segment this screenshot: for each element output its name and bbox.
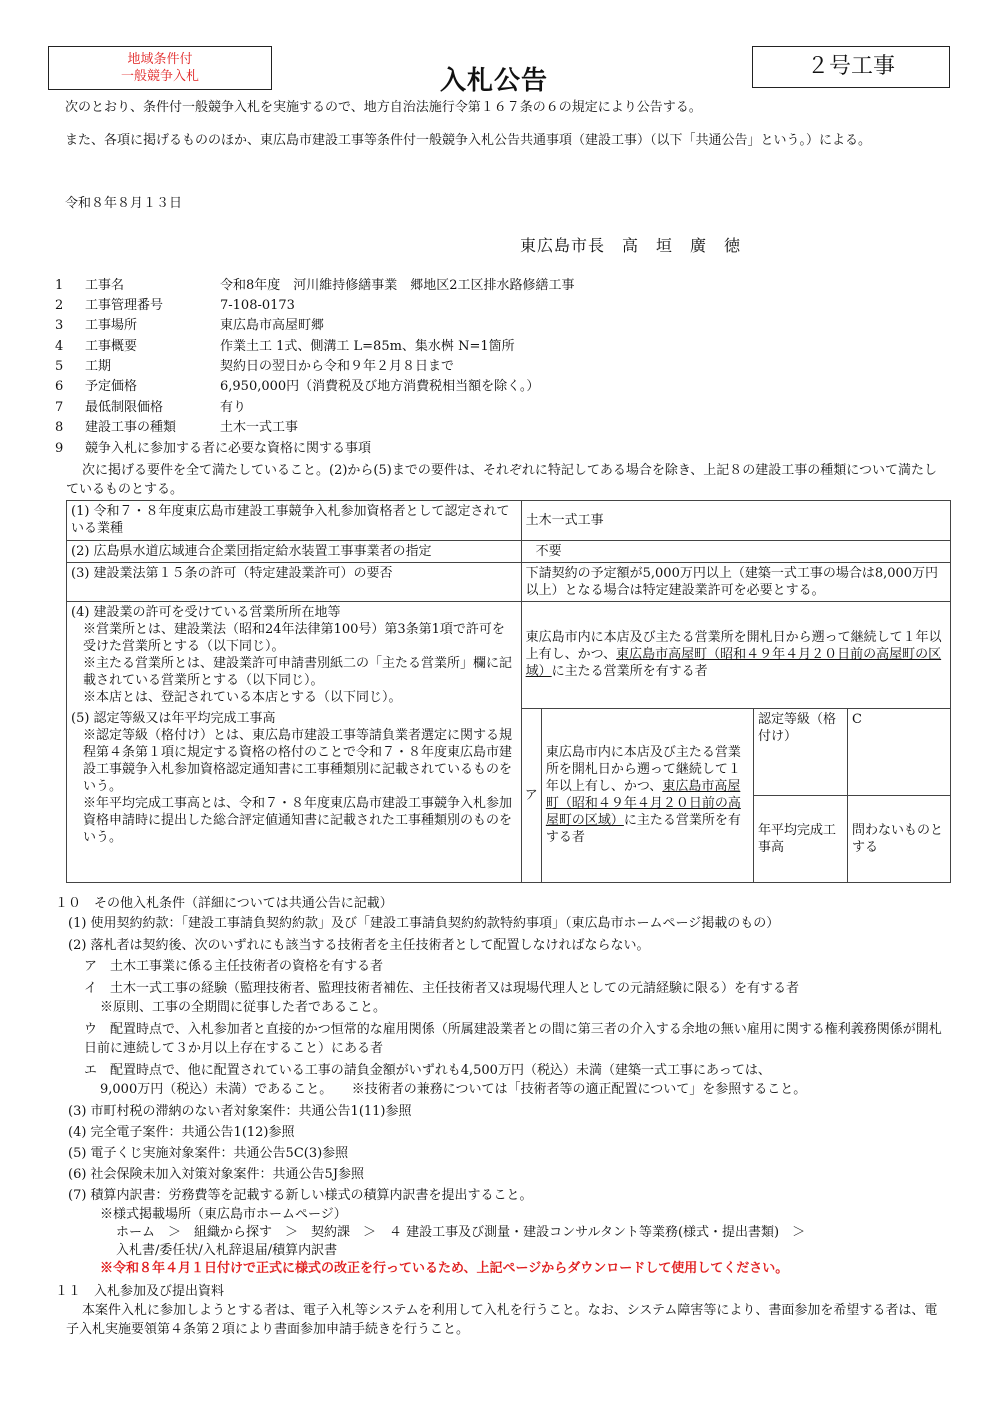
req-4-value (521, 602, 950, 709)
item-2 (55, 296, 955, 316)
item-number: 9 (55, 441, 64, 456)
item-label: 建設工事の種類 (85, 420, 177, 435)
req-4-text-b: に主たる営業所を有する者 (551, 664, 708, 680)
req-1-value: 土木一式工事 (521, 501, 950, 541)
req-1-label: (1) 令和７・８年度東広島市建設工事競争入札参加資格者として認定されている業種 (67, 501, 522, 541)
req-4-title: (4) 建設業の許可を受けている営業所所在地等 (71, 605, 341, 620)
notice-date: 令和８年８月１３日 (65, 196, 183, 211)
req-5-a-text-2: に主たる営業所を有する者 (545, 813, 741, 845)
grade-label: 認定等級（格付け） (753, 708, 847, 795)
sec10-red-notice: ※令和８年４月１日付けで正式に様式の改正を行っているため、上記ページからダウンロードして使用してください。 (100, 1261, 789, 1276)
req-5-title: (5) 認定等級又は年平均完成工事高 (71, 711, 276, 726)
item-value: 土木一式工事 (220, 420, 299, 435)
sec10-i-1: イ 土木一式工事の経験（監理技術者、監理技術者補佐、主任技術者又は現場代理人としての元請経験に限る）を有する者 (84, 981, 800, 996)
intro-paragraph-2: また、各項に掲げるもののほか、東広島市建設工事等条件付一般競争入札公告共通事項（建設工事）（以下「共通公告」という。）による。 (65, 133, 872, 148)
page-title: 入札公告 (440, 66, 549, 96)
sec10-line-2: (2) 落札者は契約後、次のいずれにも該当する技術者を主任技術者として配置しなければならない。 (68, 938, 650, 953)
sec10-line-4: (4) 完全電子案件：共通公告1(12)参照 (68, 1125, 295, 1140)
item-label: 競争入札に参加する者に必要な資格に関する事項 (85, 441, 372, 456)
item-value: 東広島市高屋町郷 (220, 318, 325, 333)
req-4-note-2: ※主たる営業所とは、建設業許可申請書別紙二の「主たる営業所」欄に記載されている営業所とする（以下同じ）。 (83, 656, 513, 688)
sec10-line-7c: 入札書/委任状/入札辞退届/積算内訳書 (116, 1243, 338, 1258)
item-4 (55, 337, 955, 357)
item-7 (55, 398, 955, 418)
req-2-label: (2) 広島県水道広域連合企業団指定給水装置工事事業者の指定 (67, 541, 522, 563)
sec9-intro: 次に掲げる要件を全て満たしていること。(2)から(5)までの要件は、それぞれに特記してある場合を除き、上記８の建設工事の種類について満たしているものとする。 (66, 463, 938, 497)
mayor-signature: 東広島市長 高 垣 廣 徳 (520, 236, 742, 255)
badge-line-2: 一般競争入札 (120, 69, 199, 84)
req-3-value: 下請契約の予定額が5,000万円以上（建築一式工事の場合は8,000万円以上）となる場合は特定建設業許可を必要とする。 (521, 563, 950, 602)
avg-label: 年平均完成工事高 (753, 795, 847, 882)
req-5-a-label: ア (521, 708, 541, 882)
sec10-title: １０ その他入札条件（詳細については共通公告に記載） (55, 896, 393, 911)
item-value: 令和8年度 河川維持修繕事業 郷地区2工区排水路修繕工事 (220, 278, 575, 293)
req-5-note-1: ※認定等級（格付け）とは、東広島市建設工事等請負業者選定に関する規程第４条第１項に規定する資格の格付のことで令和７・８年度東広島市建設工事競争入札参加資格認定通知書に工事種類別に記載されているものをいう。 (83, 728, 513, 794)
item-6 (55, 377, 955, 397)
item-number: 7 (55, 400, 64, 415)
avg-value: 問わないものとする (847, 795, 950, 882)
req-4-text-a: 東広島市内に本店及び主たる営業所を開札日から遡って継続して１年以上有し、かつ、 (525, 630, 942, 663)
req-4-note-3: ※本店とは、登記されている本店とする（以下同じ）。 (83, 690, 402, 705)
item-number: 6 (55, 379, 64, 394)
sec10-line-7b: ホーム ＞ 組織から探す ＞ 契約課 ＞ ４ 建設工事及び測量・建設コンサルタント等業務(様式・提出書類) ＞ (116, 1225, 806, 1240)
req-4-label (67, 602, 522, 709)
project-number-box: ２号工事 (752, 46, 950, 88)
item-9 (55, 439, 955, 459)
req-5-a-text-1: 東広島市内に本店及び主たる営業所を開札日から遡って継続して１年以上有し、かつ、 (545, 745, 741, 794)
sec10-a: ア 土木工事業に係る主任技術者の資格を有する者 (84, 959, 384, 974)
item-label: 最低制限価格 (85, 400, 164, 415)
bid-type-badge (48, 46, 272, 90)
item-label: 工期 (85, 359, 112, 374)
req-4-area: 東広島市高屋町（昭和４９年４月２０日前の高屋町の区域） (525, 647, 942, 680)
grade-value: C (847, 708, 950, 795)
item-value: 6,950,000円（消費税及び地方消費税相当額を除く。） (220, 379, 540, 394)
item-number: 5 (55, 359, 64, 374)
req-5-a-area: 東広島市高屋町（昭和４９年４月２０日前の高屋町の区域） (545, 779, 741, 828)
item-number: 4 (55, 339, 64, 354)
sec10-line-1: (1) 使用契約約款：「建設工事請負契約約款」及び「建設工事請負契約約款特約事項」（東広島市ホームページ掲載のもの） (68, 916, 780, 931)
badge-line-1: 地域条件付 (127, 52, 193, 67)
item-label: 工事名 (85, 278, 125, 293)
item-number: 1 (55, 278, 64, 293)
item-value: 契約日の翌日から令和９年２月８日まで (220, 359, 455, 374)
item-value: 有り (220, 400, 247, 415)
req-3-label: (3) 建設業法第１５条の許可（特定建設業許可）の要否 (67, 563, 522, 602)
req-5-label (67, 708, 522, 882)
item-value: 作業土工 1式、側溝工 L=85m、集水桝 N=1箇所 (220, 339, 515, 354)
sec10-line-7: (7) 積算内訳書：労務費等を記載する新しい様式の積算内訳書を提出すること。 (68, 1188, 533, 1203)
sec10-line-6: (6) 社会保険未加入対策対象案件：共通公告5J参照 (68, 1167, 365, 1182)
qualification-table (66, 500, 951, 883)
sec10-i-2: ※原則、工事の全期間に従事した者であること。 (100, 1000, 387, 1015)
item-3 (55, 316, 955, 336)
item-5 (55, 357, 955, 377)
item-label: 工事管理番号 (85, 298, 164, 313)
sec10-e-1: エ 配置時点で、他に配置されている工事の請負金額がいずれも4,500万円（税込）未満（建築一式工事にあっては、 (84, 1063, 771, 1078)
item-8 (55, 418, 955, 438)
item-1 (55, 276, 955, 296)
item-label: 工事概要 (85, 339, 138, 354)
item-number: 2 (55, 298, 64, 313)
sec11-body: 本案件入札に参加しようとする者は、電子入札等システムを利用して入札を行うこと。なお、システム障害等により、書面参加を希望する者は、電子入札実施要領第４条第２項により書面参加申請手続きを行うこと。 (66, 1303, 938, 1337)
item-value: 7-108-0173 (220, 298, 295, 313)
sec11-title: １１ 入札参加及び提出資料 (55, 1284, 225, 1299)
sec10-line-5: (5) 電子くじ実施対象案件：共通公告5C(3)参照 (68, 1146, 349, 1161)
sec10-line-7a: ※様式掲載場所（東広島市ホームページ） (100, 1207, 347, 1222)
item-label: 予定価格 (85, 379, 138, 394)
req-2-value: 不要 (521, 541, 950, 563)
item-label: 工事場所 (85, 318, 138, 333)
sec10-line-3: (3) 市町村税の滞納のない者対象案件：共通公告1(11)参照 (68, 1104, 412, 1119)
req-5-note-2: ※年平均完成工事高とは、令和７・８年度東広島市建設工事競争入札参加資格申請時に提出した総合評定値通知書に記載された工事種類別のものをいう。 (83, 796, 513, 845)
sec10-u: ウ 配置時点で、入札参加者と直接的かつ恒常的な雇用関係（所属建設業者との間に第三者の介入する余地の無い雇用に関する権利義務関係が開札日前に連続して３か月以上存在すること）にある者 (84, 1022, 942, 1056)
item-number: 8 (55, 420, 64, 435)
intro-paragraph-1: 次のとおり、条件付一般競争入札を実施するので、地方自治法施行令第１６７条の６の規定により公告する。 (65, 100, 702, 115)
sec10-e-2: 9,000万円（税込）未満）であること。 ※技術者の兼務については「技術者等の適正配置について」を参照すること。 (100, 1082, 807, 1097)
item-number: 3 (55, 318, 64, 333)
req-5-a-text (541, 708, 753, 882)
req-4-note-1: ※営業所とは、建設業法（昭和24年法律第100号）第3条第1項で許可を受けた営業所とする（以下同じ）。 (83, 622, 505, 654)
